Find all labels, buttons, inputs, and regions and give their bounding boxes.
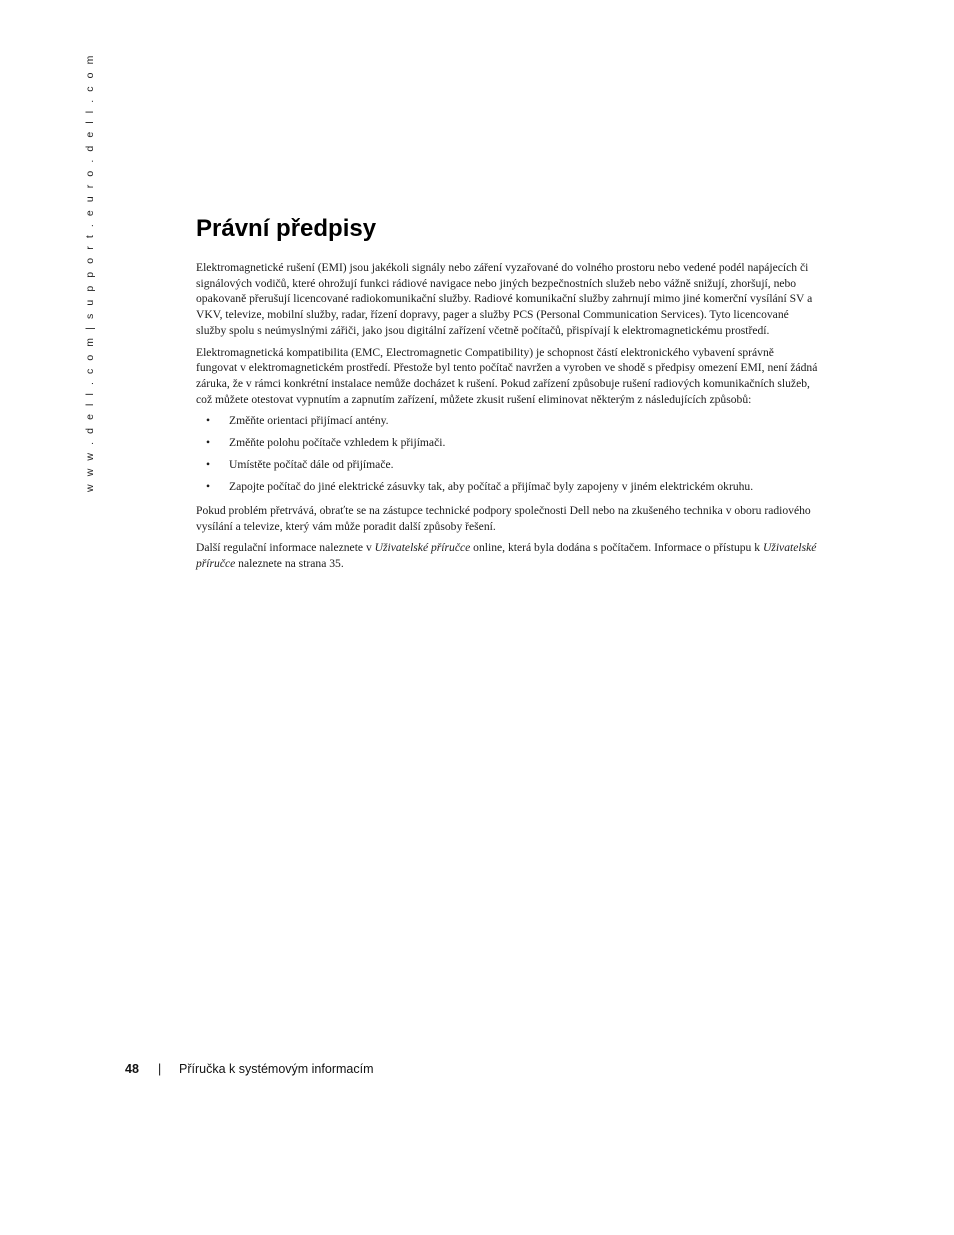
more-info-end: naleznete na strana 35. <box>235 557 344 571</box>
list-item <box>196 479 818 495</box>
page-footer <box>125 1062 525 1080</box>
main-content <box>196 214 818 578</box>
footer-document-title: Příručka k systémovým informacím <box>179 1062 374 1076</box>
user-guide-reference: Uživatelské příručce <box>196 541 817 571</box>
bullet-icon: • <box>206 458 211 472</box>
list-item-text: Změňte polohu počítače vzhledem k přijímači. <box>229 436 446 450</box>
bullet-icon: • <box>206 480 211 494</box>
bullet-icon: • <box>206 436 211 450</box>
remedy-list <box>196 413 818 495</box>
bullet-icon: • <box>206 414 211 428</box>
list-item-text: Zapojte počítač do jiné elektrické zásuvky tak, aby počítač a přijímač byly zapojeny v jiném elektrickém okruhu. <box>229 480 754 494</box>
page-title: Právní předpisy <box>196 215 377 242</box>
page-number: 48 <box>125 1062 139 1076</box>
list-item <box>196 457 818 473</box>
list-item <box>196 413 818 429</box>
more-info-mid: online, která byla dodána s počítačem. Informace o přístupu k <box>470 541 763 555</box>
paragraph-emi: Elektromagnetické rušení (EMI) jsou jakékoli signály nebo záření vyzařované do volného prostoru nebo vedené podél napájecích či signálových vodičů, které ohrožují funkci rádiové navigace nebo jiných bezpečnostních služeb nebo vážně snižují, zhoršují, nebo opakovaně přerušují licencované radiokomunikační služby. Radiové komunikační služby zahrnují mimo jiné komerční vysílání SV a VKV, televize, mobilní služby, radar, řízení dopravy, pager a služby PCS (Personal Communication Services). Tyto licencované služby spolu s neúmyslnými zářiči, jako jsou digitální zařízení včetně počítačů, přispívají k elektromagnetickému prostředí. <box>196 261 813 337</box>
paragraph-emc: Elektromagnetická kompatibilita (EMC, Electromagnetic Compatibility) je schopnost částí elektronického vybavení správně fungovat v elektromagnetickém prostředí. Přestože byl tento počítač navržen a vyroben ve shodě s předpisy omezení EMI, není žádná záruka, že v rámci konkrétní instalace nemůže docházet k rušení. Pokud zařízení způsobuje rušení radiových komunikačních služeb, což můžete otestovat vypnutím a zapnutím zařízení, můžete zkusit rušení eliminovat některým z následujících způsobů: <box>196 345 818 406</box>
footer-separator: | <box>158 1062 162 1076</box>
list-item <box>196 435 818 451</box>
paragraph-support: Pokud problém přetrvává, obraťte se na zástupce technické podpory společnosti Dell nebo na zkušeného technika v oboru radiového vysílání a televize, který vám může poradit další způsoby řešení. <box>196 504 811 533</box>
list-item-text: Umístěte počítač dále od přijímače. <box>229 458 394 472</box>
list-item-text: Změňte orientaci přijímací antény. <box>229 414 389 428</box>
more-info-intro: Další regulační informace naleznete v <box>196 541 375 555</box>
side-url: w w w . d e l l . c o m | s u p p o r t . e u r o . d e l l . c o m <box>84 53 96 492</box>
user-guide-reference: Uživatelské příručce <box>374 541 471 555</box>
paragraph-more-info <box>196 540 818 571</box>
